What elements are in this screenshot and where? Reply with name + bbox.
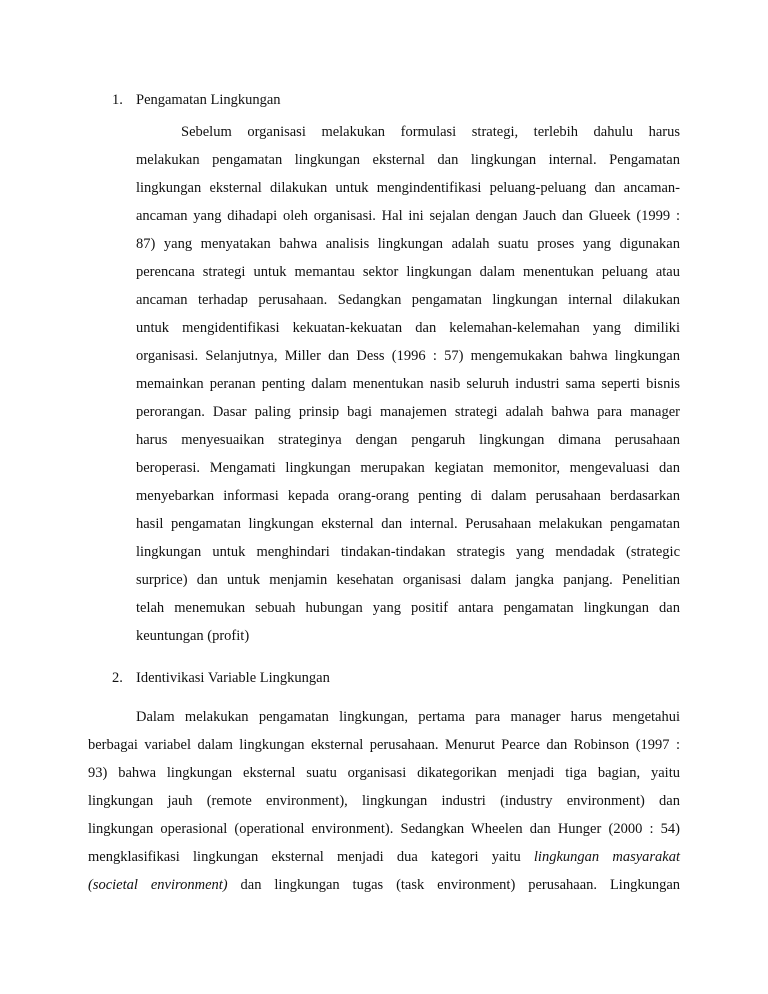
paragraph-line: ancaman yang dihadapi oleh organisasi. Hal ini sejalan dengan Jauch dan Glueek (1999 : [136, 208, 680, 224]
paragraph-line [88, 848, 680, 866]
paragraph-line: berbagai variabel dalam lingkungan eksternal perusahaan. Menurut Pearce dan Robinson (1997 : [88, 737, 680, 753]
paragraph-line: melakukan pengamatan lingkungan eksternal dan lingkungan internal. Pengamatan [136, 152, 680, 168]
paragraph-line [88, 876, 680, 894]
section-2-number: 2. [112, 670, 123, 686]
paragraph-line: hasil pengamatan lingkungan eksternal dan internal. Perusahaan melakukan pengamatan [136, 516, 680, 532]
paragraph-line: harus menyesuaikan strateginya dengan pengaruh lingkungan dimana perusahaan [136, 432, 680, 448]
paragraph-line: lingkungan untuk menghindari tindakan-tindakan strategis yang mendadak (strategic [136, 544, 680, 560]
paragraph-line: organisasi. Selanjutnya, Miller dan Dess (1996 : 57) mengemukakan bahwa lingkungan [136, 348, 680, 364]
section-1-number: 1. [112, 92, 123, 108]
paragraph-line: menyebarkan informasi kepada orang-orang penting di dalam perusahaan berdasarkan [136, 488, 680, 504]
paragraph-line: 87) yang menyatakan bahwa analisis lingkungan adalah suatu proses yang digunakan [136, 236, 680, 252]
paragraph-line: ancaman terhadap perusahaan. Sedangkan pengamatan lingkungan internal dilakukan [136, 292, 680, 308]
paragraph-line: keuntungan (profit) [136, 628, 250, 644]
paragraph-line: lingkungan jauh (remote environment), lingkungan industri (industry environment) dan [88, 793, 680, 809]
paragraph-line: beroperasi. Mengamati lingkungan merupakan kegiatan memonitor, mengevaluasi dan [136, 460, 680, 476]
paragraph-line: telah menemukan sebuah hubungan yang positif antara pengamatan lingkungan dan [136, 600, 680, 616]
paragraph-line: Sebelum organisasi melakukan formulasi strategi, terlebih dahulu harus [181, 124, 680, 140]
paragraph-line: untuk mengidentifikasi kekuatan-kekuatan dan kelemahan-kelemahan yang dimiliki [136, 320, 680, 336]
paragraph-line: perorangan. Dasar paling prinsip bagi manajemen strategi adalah bahwa para manager [136, 404, 680, 420]
line-text: mengklasifikasi lingkungan eksternal menjadi dua kategori yaitu [88, 849, 521, 865]
section-1-title: Pengamatan Lingkungan [136, 92, 281, 108]
paragraph-line: lingkungan eksternal dilakukan untuk mengindentifikasi peluang-peluang dan ancaman- [136, 180, 680, 196]
paragraph-line: 93) bahwa lingkungan eksternal suatu organisasi dikategorikan menjadi tiga bagian, yaitu [88, 765, 680, 781]
line-text: dan lingkungan tugas (task environment) perusahaan. Lingkungan [240, 877, 681, 893]
paragraph-line: lingkungan operasional (operational environment). Sedangkan Wheelen dan Hunger (2000 : 54) [88, 821, 680, 837]
paragraph-line: perencana strategi untuk memantau sektor lingkungan dalam menentukan peluang atau [136, 264, 680, 280]
paragraph-line: Dalam melakukan pengamatan lingkungan, pertama para manager harus mengetahui [136, 709, 680, 725]
italic-term: lingkungan masyarakat [533, 849, 680, 865]
paragraph-line: memainkan peranan penting dalam menentukan nasib seluruh industri sama seperti bisnis [136, 376, 680, 392]
section-2-title: Identivikasi Variable Lingkungan [136, 670, 330, 686]
italic-term: (societal environment) [88, 877, 228, 893]
section-2-heading [112, 670, 330, 687]
paragraph-line: surprice) dan untuk menjamin kesehatan organisasi dalam jangka panjang. Penelitian [136, 572, 680, 588]
section-1-heading [112, 92, 281, 109]
